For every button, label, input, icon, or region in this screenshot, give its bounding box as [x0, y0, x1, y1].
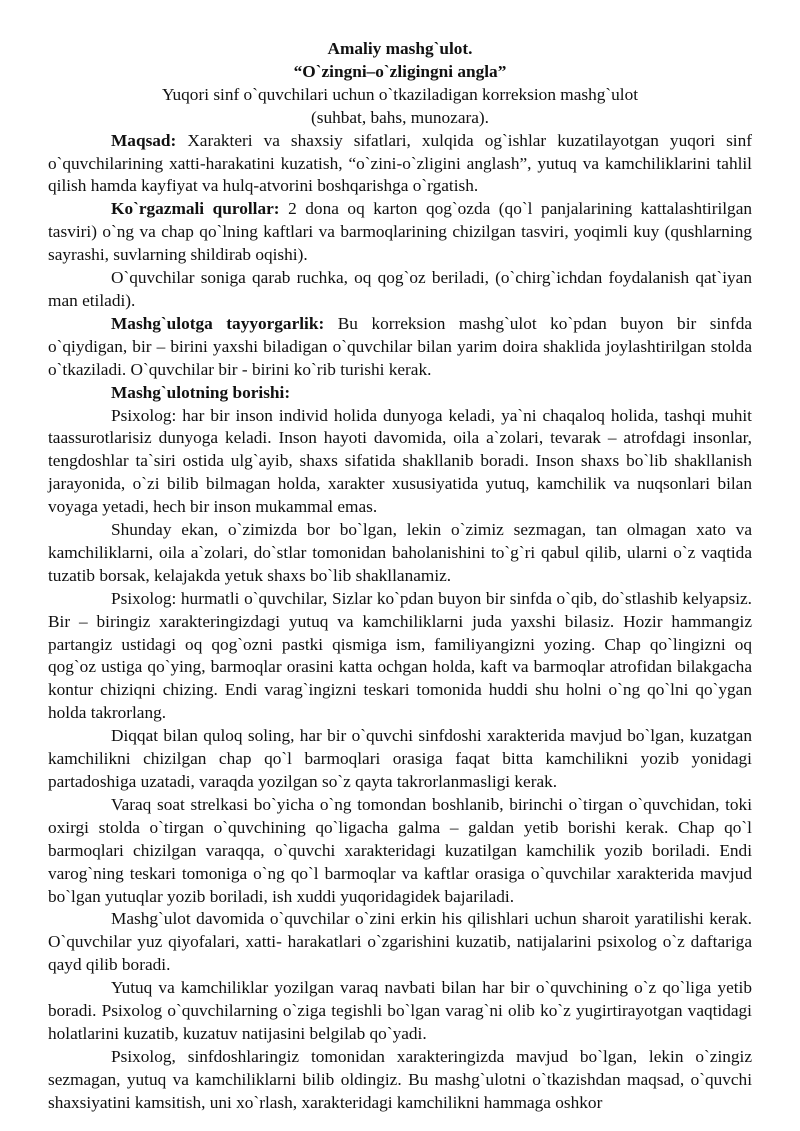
document-title-line-1: Amaliy mashg`ulot.	[327, 39, 473, 58]
paragraph-tayyorgarlik	[48, 313, 752, 382]
body-paragraph: Shunday ekan, o`zimizda bor bo`lgan, lekin o`zimiz sezmagan, tan olmagan xato va kamchiliklarni, oila a`zolari, do`stlar tomonidan baholanishini to`g`ri qabul qilib, ularni o`z vaqtida tuzatib borsak, kelajakda yetuk shaxs bo`lib shakllanamiz.	[48, 520, 752, 585]
paragraph-maqsad	[48, 130, 752, 199]
body-paragraph: Psixolog, sinfdoshlaringiz tomonidan xarakteringizda mavjud bo`lgan, lekin o`zingiz sezmagan, yutuq va kamchiliklarni bilib oldingiz. Bu mashg`ulotni o`tkazishdan maqsad, o`quvchi shaxsiyatini kamsitish, uni xo`rlash, xarakteridagi kamchilikni hammaga oshkor	[48, 1046, 752, 1112]
section-heading-borishi: Mashg`ulotning borishi:	[111, 382, 291, 402]
paragraph-korgazmali-qurollar	[48, 198, 752, 267]
body-paragraph: Psixolog: hurmatli o`quvchilar, Sizlar ko`pdan buyon bir sinfda o`qib, do`stlashib kelyapsiz. Bir – biringiz xarakteringizdagi yutuq va kamchiliklarni juda yaxshi bilasiz. Hozir hammangiz partangiz ustidagi oq qog`ozni pastki qismiga ism, familiyangizni yozing. Chap qo`lingizni oq qog`oz ustiga qo`ying, barmoqlar orasini katta ochgan holda, kaft va barmoqlar atrofidan bilakgacha kontur chiziqni chizing. Endi varag`ingizni teskari tomonida huddi shu holni o`ng qo`lni qo`ygan holda takrorlang.	[48, 588, 752, 723]
paragraph-materials-note: O`quvchilar soniga qarab ruchka, oq qog`oz beriladi, (o`chirg`ichdan foydalanish qat`iyan man etiladi).	[48, 268, 752, 310]
paragraph-tayyorgarlik-text: Bu korreksion mashg`ulot ko`pdan buyon bir sinfda o`qiydigan, bir – birini yaxshi biladigan o`quvchilar bilan yarim doira shaklida joylashtirilgan stolda o`tkaziladi. O`quvchilar bir - birini ko`rib turishi kerak.	[48, 313, 753, 379]
body-paragraph: Psixolog: har bir inson individ holida dunyoga keladi, ya`ni chaqaloq holida, tashqi muhit taassurotlarisiz dunyoga keladi. Inson hayoti davomida, oila a`zolari, tevarak – atrofdagi insonlar, tengdoshlar ta`siri ostida ulg`ayib, shaxs sifatida shakllanib boradi. Inson shaxs bo`lib shakllanish jarayonida, o`zi bilib bilmagan holda, xarakter xususiyatida yutuq, kamchilik va nuqsonlari bilan voyaga yetadi, hech bir inson mukammal emas.	[48, 405, 752, 517]
document-subtitle-line-2: (suhbat, bahs, munozara).	[310, 107, 490, 127]
paragraph-tayyorgarlik-label: Mashg`ulotga tayyorgarlik:	[111, 313, 325, 333]
body-paragraph: Diqqat bilan quloq soling, har bir o`quvchi sinfdoshi xarakterida mavjud bo`lgan, kuzatgan kamchilikni chizilgan chap qo`l barmoqlari orasiga faqat bitta kamchilikni yozib yonidagi partadoshiga uzatadi, varaqda yozilgan so`z qayta takrorlanmasligi kerak.	[48, 726, 752, 791]
body-paragraph: Mashg`ulot davomida o`quvchilar o`zini erkin his qilishlari uchun sharoit yaratilishi kerak. O`quvchilar yuz qiyofalari, xatti- harakatlari o`zgarishini kuzatib, natijalarini psixolog o`z daftariga qayd qilib boradi.	[48, 909, 752, 975]
paragraph-maqsad-text: Xarakteri va shaxsiy sifatlari, xulqida og`ishlar kuzatilayotgan yuqori sinf o`quvchilarining xatti-harakatini kuzatish, “o`zini-o`zligini anglash”, yutuq va kamchiliklarini tahlil qilish hamda kayfiyat va hulq-atvorini boshqarishga o`rgatish.	[48, 130, 752, 196]
document-title-line-2: “O`zingni–o`zligingni angla”	[293, 61, 507, 81]
body-paragraph: Varaq soat strelkasi bo`yicha o`ng tomondan boshlanib, birinchi o`tirgan o`quvchidan, toki oxirgi stolda o`tirgan o`quvchining qo`ligacha galma – galdan yetib borishi kerak. Chap qo`l barmoqlari chizilgan varaqqa, o`quvchi xarakteridagi kuzatilgan kamchilik yozib boriladi. Endi varog`ning teskari tomoniga o`ng qo`l barmoqlar va kaftlar orasiga o`quvchilar xarakterida mavjud bo`lgan yutuqlar yozib boriladi, ish xuddi yuqoridagidek bajariladi.	[48, 794, 752, 906]
paragraph-korgazmali-qurollar-label: Ko`rgazmali qurollar:	[111, 199, 280, 219]
paragraph-maqsad-label: Maqsad:	[111, 130, 177, 150]
paragraph-korgazmali-qurollar-text: 2 dona oq karton qog`ozda (qo`l panjalarining kattalashtirilgan tasviri) o`ng va chap qo`lning kaftlari va barmoqlarining chizilgan tasviri, yoqimli kuy (qushlarning sayrashi, suvlarning shildirab oqishi).	[48, 199, 753, 265]
body-paragraph: Yutuq va kamchiliklar yozilgan varaq navbati bilan har bir o`quvchining o`z qo`liga yetib boradi. Psixolog o`quvchilarning o`ziga tegishli bo`lgan varag`ni olib ko`z yugirtirayotgan vaqtidagi holatlarini kuzatib, kuzatuv natijasini belgilab qo`yadi.	[48, 978, 752, 1043]
document-subtitle-line-1: Yuqori sinf o`quvchilari uchun o`tkaziladigan korreksion mashg`ulot	[161, 84, 639, 104]
